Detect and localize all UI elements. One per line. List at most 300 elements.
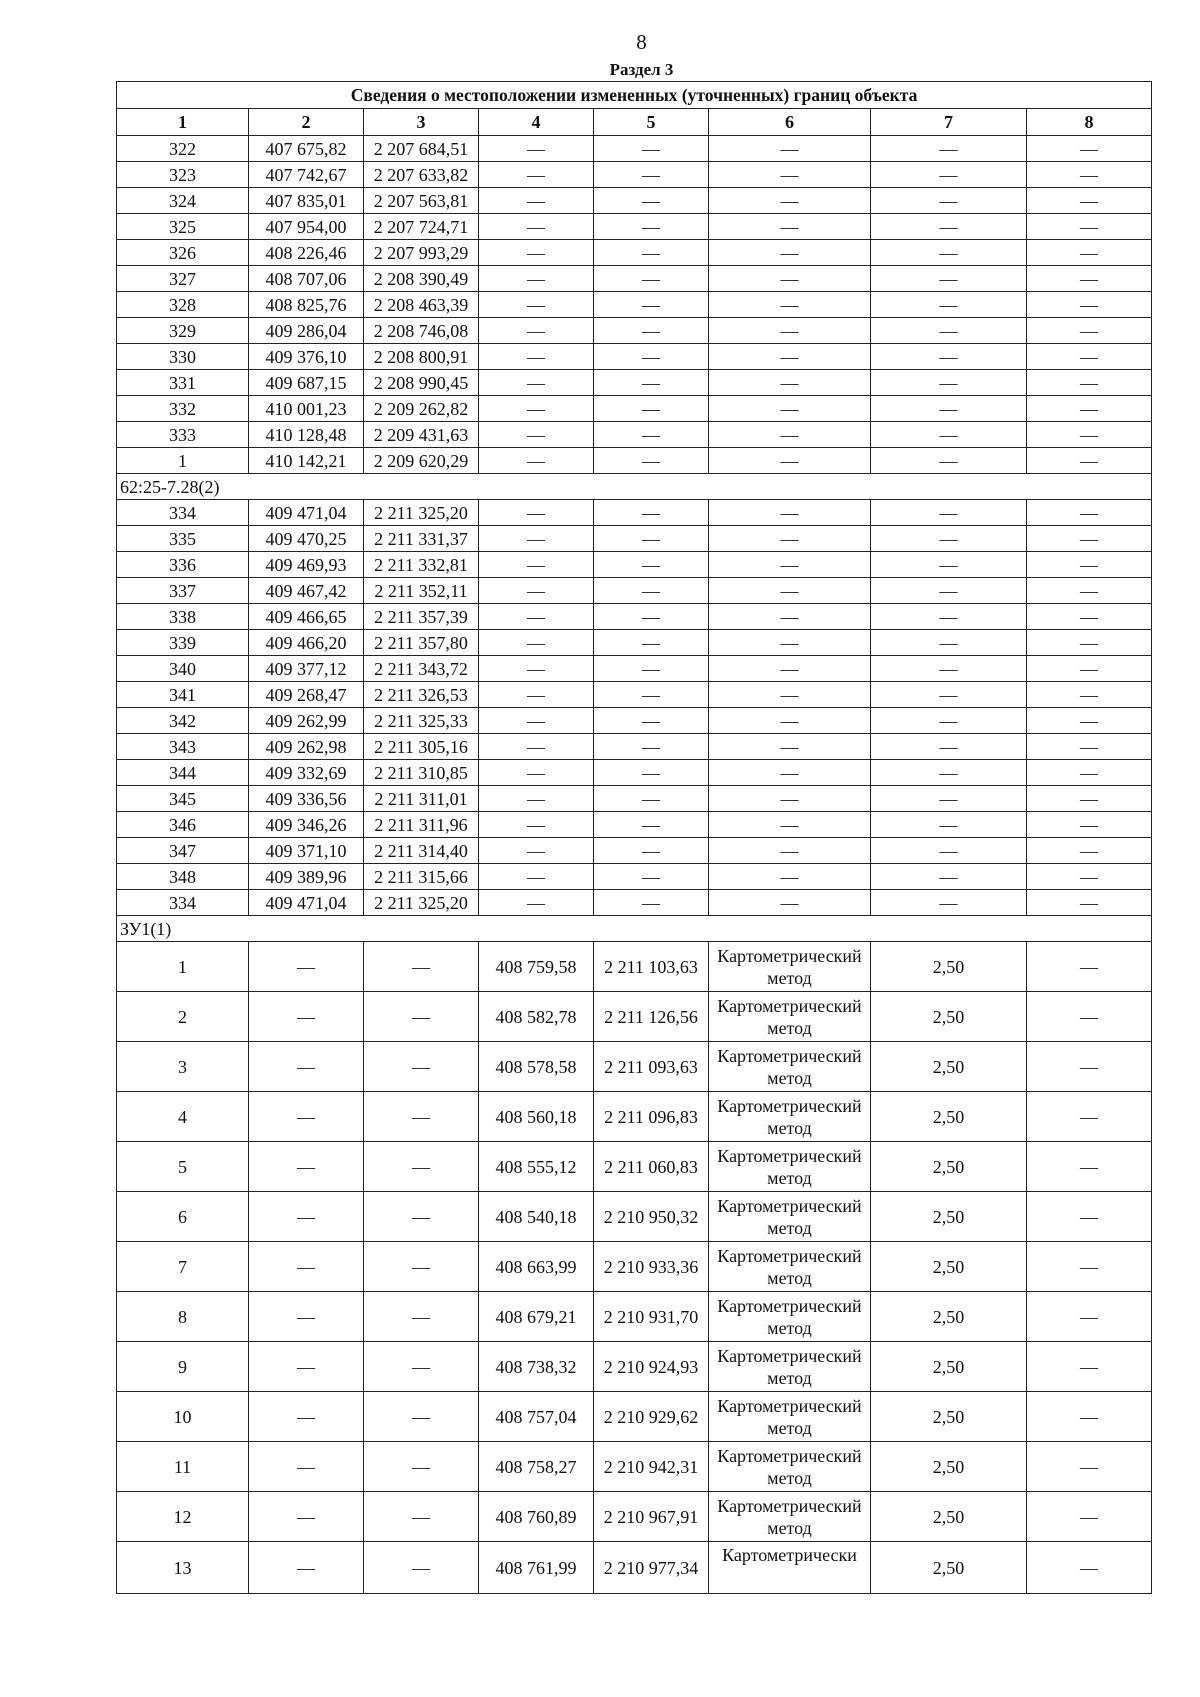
empty-dash: — <box>364 1442 479 1492</box>
table-row <box>117 890 1152 916</box>
empty-dash: — <box>709 864 871 890</box>
table-row <box>117 786 1152 812</box>
empty-dash: — <box>709 578 871 604</box>
empty-dash: — <box>709 708 871 734</box>
empty-dash: — <box>1027 1092 1152 1142</box>
table-row <box>117 1192 1152 1242</box>
empty-dash: — <box>479 890 594 916</box>
empty-dash: — <box>871 578 1027 604</box>
coordinate-y: 2 211 310,85 <box>364 760 479 786</box>
point-number: 13 <box>117 1542 249 1594</box>
empty-dash: — <box>1027 734 1152 760</box>
empty-dash: — <box>249 1442 364 1492</box>
empty-dash: — <box>1027 630 1152 656</box>
table-row <box>117 422 1152 448</box>
empty-dash: — <box>249 1192 364 1242</box>
empty-dash: — <box>479 214 594 240</box>
point-number: 329 <box>117 318 249 344</box>
empty-dash: — <box>709 370 871 396</box>
accuracy-value: 2,50 <box>871 1192 1027 1242</box>
empty-dash: — <box>594 656 709 682</box>
empty-dash: — <box>594 630 709 656</box>
empty-dash: — <box>1027 682 1152 708</box>
empty-dash: — <box>1027 890 1152 916</box>
empty-dash: — <box>871 682 1027 708</box>
empty-dash: — <box>871 708 1027 734</box>
empty-dash: — <box>709 214 871 240</box>
empty-dash: — <box>1027 1542 1152 1594</box>
empty-dash: — <box>479 682 594 708</box>
coordinate-x: 409 466,65 <box>249 604 364 630</box>
method-cell: Картометрический метод <box>709 1242 871 1292</box>
empty-dash: — <box>709 422 871 448</box>
empty-dash: — <box>364 1292 479 1342</box>
empty-dash: — <box>479 396 594 422</box>
empty-dash: — <box>1027 838 1152 864</box>
coordinate-x: 408 707,06 <box>249 266 364 292</box>
table-row <box>117 344 1152 370</box>
empty-dash: — <box>1027 188 1152 214</box>
table-row <box>117 1042 1152 1092</box>
empty-dash: — <box>1027 1142 1152 1192</box>
coordinate-y: 2 210 942,31 <box>594 1442 709 1492</box>
empty-dash: — <box>871 630 1027 656</box>
group-row-62-25 <box>117 474 1152 500</box>
point-number: 322 <box>117 136 249 162</box>
empty-dash: — <box>249 1392 364 1442</box>
point-number: 324 <box>117 188 249 214</box>
method-cell: Картометрический метод <box>709 1042 871 1092</box>
table-row <box>117 526 1152 552</box>
empty-dash: — <box>709 396 871 422</box>
point-number: 330 <box>117 344 249 370</box>
column-number: 3 <box>364 109 479 136</box>
empty-dash: — <box>479 578 594 604</box>
coordinate-x: 408 578,58 <box>479 1042 594 1092</box>
method-cell: Картометрический метод <box>709 1342 871 1392</box>
coordinate-y: 2 211 060,83 <box>594 1142 709 1192</box>
empty-dash: — <box>364 1192 479 1242</box>
page-number: 8 <box>636 30 647 54</box>
coordinate-y: 2 209 431,63 <box>364 422 479 448</box>
accuracy-value: 2,50 <box>871 1542 1027 1594</box>
empty-dash: — <box>709 240 871 266</box>
empty-dash: — <box>871 162 1027 188</box>
point-number: 2 <box>117 992 249 1042</box>
empty-dash: — <box>871 292 1027 318</box>
empty-dash: — <box>594 786 709 812</box>
point-number: 334 <box>117 500 249 526</box>
coordinate-x: 409 286,04 <box>249 318 364 344</box>
table-row <box>117 734 1152 760</box>
point-number: 342 <box>117 708 249 734</box>
empty-dash: — <box>594 240 709 266</box>
empty-dash: — <box>871 864 1027 890</box>
group-row-zu1 <box>117 916 1152 942</box>
table-row <box>117 1242 1152 1292</box>
column-number: 1 <box>117 109 249 136</box>
method-cell: Картометрический метод <box>709 992 871 1042</box>
coordinate-y: 2 210 967,91 <box>594 1492 709 1542</box>
column-number: 6 <box>709 109 871 136</box>
coordinate-x: 408 582,78 <box>479 992 594 1042</box>
point-number: 340 <box>117 656 249 682</box>
empty-dash: — <box>479 526 594 552</box>
table-row <box>117 1492 1152 1542</box>
empty-dash: — <box>594 578 709 604</box>
coordinate-x: 408 758,27 <box>479 1442 594 1492</box>
coordinate-x: 409 262,98 <box>249 734 364 760</box>
empty-dash: — <box>871 786 1027 812</box>
empty-dash: — <box>479 734 594 760</box>
coordinate-y: 2 211 332,81 <box>364 552 479 578</box>
coordinate-y: 2 210 929,62 <box>594 1392 709 1442</box>
empty-dash: — <box>594 344 709 370</box>
point-number: 11 <box>117 1442 249 1492</box>
coordinate-y: 2 211 325,20 <box>364 890 479 916</box>
empty-dash: — <box>1027 448 1152 474</box>
table-row <box>117 864 1152 890</box>
empty-dash: — <box>709 656 871 682</box>
empty-dash: — <box>871 656 1027 682</box>
coordinate-y: 2 211 331,37 <box>364 526 479 552</box>
group-label: 62:25-7.28(2) <box>117 474 1152 500</box>
table-row <box>117 448 1152 474</box>
table-row <box>117 708 1152 734</box>
empty-dash: — <box>1027 318 1152 344</box>
empty-dash: — <box>1027 240 1152 266</box>
empty-dash: — <box>709 734 871 760</box>
table-row <box>117 812 1152 838</box>
empty-dash: — <box>479 812 594 838</box>
empty-dash: — <box>871 734 1027 760</box>
empty-dash: — <box>871 188 1027 214</box>
coordinate-y: 2 209 620,29 <box>364 448 479 474</box>
empty-dash: — <box>594 682 709 708</box>
empty-dash: — <box>479 604 594 630</box>
empty-dash: — <box>871 422 1027 448</box>
empty-dash: — <box>479 370 594 396</box>
empty-dash: — <box>1027 552 1152 578</box>
point-number: 332 <box>117 396 249 422</box>
method-cell: Картометрический метод <box>709 1092 871 1142</box>
point-number: 345 <box>117 786 249 812</box>
table-row <box>117 188 1152 214</box>
empty-dash: — <box>594 448 709 474</box>
empty-dash: — <box>479 656 594 682</box>
coordinates-table <box>116 81 1152 1594</box>
table-row <box>117 370 1152 396</box>
empty-dash: — <box>1027 942 1152 992</box>
empty-dash: — <box>1027 812 1152 838</box>
coordinate-y: 2 211 352,11 <box>364 578 479 604</box>
empty-dash: — <box>1027 1342 1152 1392</box>
empty-dash: — <box>594 422 709 448</box>
point-number: 328 <box>117 292 249 318</box>
empty-dash: — <box>871 136 1027 162</box>
empty-dash: — <box>709 630 871 656</box>
empty-dash: — <box>871 838 1027 864</box>
column-number: 7 <box>871 109 1027 136</box>
table-row <box>117 760 1152 786</box>
empty-dash: — <box>1027 266 1152 292</box>
empty-dash: — <box>1027 526 1152 552</box>
accuracy-value: 2,50 <box>871 992 1027 1042</box>
empty-dash: — <box>871 318 1027 344</box>
point-number: 12 <box>117 1492 249 1542</box>
point-number: 336 <box>117 552 249 578</box>
empty-dash: — <box>871 396 1027 422</box>
empty-dash: — <box>1027 604 1152 630</box>
empty-dash: — <box>594 708 709 734</box>
coordinate-x: 409 346,26 <box>249 812 364 838</box>
table-row <box>117 318 1152 344</box>
empty-dash: — <box>479 292 594 318</box>
empty-dash: — <box>709 344 871 370</box>
column-number: 5 <box>594 109 709 136</box>
empty-dash: — <box>249 1542 364 1594</box>
coordinate-y: 2 207 724,71 <box>364 214 479 240</box>
empty-dash: — <box>1027 708 1152 734</box>
empty-dash: — <box>871 500 1027 526</box>
empty-dash: — <box>1027 422 1152 448</box>
column-number: 8 <box>1027 109 1152 136</box>
method-cell: Картометрический метод <box>709 942 871 992</box>
group-label: ЗУ1(1) <box>117 916 1152 942</box>
coordinate-x: 407 675,82 <box>249 136 364 162</box>
coordinate-x: 409 467,42 <box>249 578 364 604</box>
coordinate-y: 2 211 103,63 <box>594 942 709 992</box>
empty-dash: — <box>594 604 709 630</box>
coordinate-x: 410 142,21 <box>249 448 364 474</box>
table-row <box>117 162 1152 188</box>
coordinate-y: 2 207 993,29 <box>364 240 479 266</box>
accuracy-value: 2,50 <box>871 942 1027 992</box>
coordinate-y: 2 210 924,93 <box>594 1342 709 1392</box>
coordinate-y: 2 211 314,40 <box>364 838 479 864</box>
point-number: 327 <box>117 266 249 292</box>
empty-dash: — <box>1027 1242 1152 1292</box>
table-caption: Сведения о местоположении измененных (уточненных) границ объекта <box>117 82 1152 109</box>
point-number: 323 <box>117 162 249 188</box>
table-row <box>117 630 1152 656</box>
empty-dash: — <box>364 1342 479 1392</box>
table-row <box>117 1092 1152 1142</box>
coordinate-x: 409 371,10 <box>249 838 364 864</box>
table-row <box>117 240 1152 266</box>
coordinate-y: 2 211 096,83 <box>594 1092 709 1142</box>
empty-dash: — <box>871 526 1027 552</box>
empty-dash: — <box>479 838 594 864</box>
table-row <box>117 992 1152 1042</box>
point-number: 334 <box>117 890 249 916</box>
accuracy-value: 2,50 <box>871 1042 1027 1092</box>
empty-dash: — <box>479 864 594 890</box>
empty-dash: — <box>249 1342 364 1392</box>
point-number: 7 <box>117 1242 249 1292</box>
empty-dash: — <box>1027 1292 1152 1342</box>
empty-dash: — <box>249 1492 364 1542</box>
empty-dash: — <box>479 708 594 734</box>
point-number: 10 <box>117 1392 249 1442</box>
table-row <box>117 1142 1152 1192</box>
empty-dash: — <box>1027 370 1152 396</box>
method-cell: Картометрический метод <box>709 1442 871 1492</box>
empty-dash: — <box>479 500 594 526</box>
coordinate-y: 2 211 343,72 <box>364 656 479 682</box>
empty-dash: — <box>364 1542 479 1594</box>
empty-dash: — <box>871 812 1027 838</box>
empty-dash: — <box>871 214 1027 240</box>
coordinate-y: 2 208 390,49 <box>364 266 479 292</box>
empty-dash: — <box>594 162 709 188</box>
empty-dash: — <box>479 448 594 474</box>
table-row <box>117 682 1152 708</box>
accuracy-value: 2,50 <box>871 1092 1027 1142</box>
point-number: 326 <box>117 240 249 266</box>
empty-dash: — <box>479 266 594 292</box>
table-row <box>117 214 1152 240</box>
point-number: 1 <box>117 448 249 474</box>
coordinate-x: 409 336,56 <box>249 786 364 812</box>
empty-dash: — <box>249 992 364 1042</box>
coordinate-y: 2 207 633,82 <box>364 162 479 188</box>
table-row <box>117 266 1152 292</box>
empty-dash: — <box>709 162 871 188</box>
empty-dash: — <box>479 136 594 162</box>
coordinate-y: 2 211 315,66 <box>364 864 479 890</box>
empty-dash: — <box>709 682 871 708</box>
empty-dash: — <box>871 604 1027 630</box>
method-cell: Картометрический метод <box>709 1292 871 1342</box>
coordinate-x: 408 760,89 <box>479 1492 594 1542</box>
column-number: 4 <box>479 109 594 136</box>
empty-dash: — <box>594 500 709 526</box>
coordinate-x: 408 560,18 <box>479 1092 594 1142</box>
coordinate-x: 409 332,69 <box>249 760 364 786</box>
empty-dash: — <box>1027 578 1152 604</box>
table-row <box>117 1292 1152 1342</box>
point-number: 341 <box>117 682 249 708</box>
method-cell: Картометрически <box>709 1542 871 1594</box>
empty-dash: — <box>1027 864 1152 890</box>
empty-dash: — <box>709 136 871 162</box>
table-row <box>117 838 1152 864</box>
coordinate-x: 409 389,96 <box>249 864 364 890</box>
empty-dash: — <box>594 188 709 214</box>
empty-dash: — <box>709 812 871 838</box>
coordinate-y: 2 211 093,63 <box>594 1042 709 1092</box>
empty-dash: — <box>709 292 871 318</box>
point-number: 339 <box>117 630 249 656</box>
empty-dash: — <box>1027 1392 1152 1442</box>
table-row <box>117 1392 1152 1442</box>
empty-dash: — <box>479 760 594 786</box>
empty-dash: — <box>594 292 709 318</box>
accuracy-value: 2,50 <box>871 1392 1027 1442</box>
method-cell: Картометрический метод <box>709 1142 871 1192</box>
coordinate-y: 2 210 950,32 <box>594 1192 709 1242</box>
table-row <box>117 578 1152 604</box>
coordinate-x: 409 470,25 <box>249 526 364 552</box>
empty-dash: — <box>871 552 1027 578</box>
empty-dash: — <box>249 1292 364 1342</box>
empty-dash: — <box>1027 1192 1152 1242</box>
coordinate-x: 408 761,99 <box>479 1542 594 1594</box>
coordinate-x: 408 679,21 <box>479 1292 594 1342</box>
coordinate-y: 2 210 931,70 <box>594 1292 709 1342</box>
table-row <box>117 942 1152 992</box>
empty-dash: — <box>1027 344 1152 370</box>
coordinate-x: 408 825,76 <box>249 292 364 318</box>
accuracy-value: 2,50 <box>871 1242 1027 1292</box>
empty-dash: — <box>709 786 871 812</box>
coordinate-x: 409 471,04 <box>249 500 364 526</box>
empty-dash: — <box>1027 214 1152 240</box>
coordinate-x: 409 376,10 <box>249 344 364 370</box>
empty-dash: — <box>1027 1492 1152 1542</box>
empty-dash: — <box>709 552 871 578</box>
empty-dash: — <box>364 1042 479 1092</box>
coordinate-x: 409 262,99 <box>249 708 364 734</box>
coordinate-x: 409 377,12 <box>249 656 364 682</box>
empty-dash: — <box>871 370 1027 396</box>
empty-dash: — <box>364 1142 479 1192</box>
coordinate-x: 407 742,67 <box>249 162 364 188</box>
coordinate-x: 408 555,12 <box>479 1142 594 1192</box>
coordinate-y: 2 207 563,81 <box>364 188 479 214</box>
point-number: 331 <box>117 370 249 396</box>
empty-dash: — <box>594 864 709 890</box>
table-body <box>117 136 1152 1594</box>
empty-dash: — <box>594 838 709 864</box>
coordinate-y: 2 207 684,51 <box>364 136 479 162</box>
coordinate-x: 409 268,47 <box>249 682 364 708</box>
table-row <box>117 604 1152 630</box>
empty-dash: — <box>249 1242 364 1292</box>
empty-dash: — <box>871 760 1027 786</box>
accuracy-value: 2,50 <box>871 1342 1027 1392</box>
empty-dash: — <box>1027 396 1152 422</box>
empty-dash: — <box>364 1242 479 1292</box>
coordinate-x: 408 738,32 <box>479 1342 594 1392</box>
empty-dash: — <box>479 162 594 188</box>
empty-dash: — <box>1027 1442 1152 1492</box>
empty-dash: — <box>594 136 709 162</box>
coordinate-y: 2 211 325,20 <box>364 500 479 526</box>
table-row <box>117 292 1152 318</box>
empty-dash: — <box>249 1092 364 1142</box>
empty-dash: — <box>594 890 709 916</box>
empty-dash: — <box>479 344 594 370</box>
coordinate-x: 409 469,93 <box>249 552 364 578</box>
empty-dash: — <box>594 812 709 838</box>
point-number: 8 <box>117 1292 249 1342</box>
table-row <box>117 500 1152 526</box>
accuracy-value: 2,50 <box>871 1142 1027 1192</box>
accuracy-value: 2,50 <box>871 1442 1027 1492</box>
point-number: 347 <box>117 838 249 864</box>
column-number: 2 <box>249 109 364 136</box>
coordinate-y: 2 211 311,96 <box>364 812 479 838</box>
point-number: 344 <box>117 760 249 786</box>
coordinate-y: 2 208 746,08 <box>364 318 479 344</box>
empty-dash: — <box>709 500 871 526</box>
coordinate-y: 2 211 126,56 <box>594 992 709 1042</box>
coordinate-x: 410 128,48 <box>249 422 364 448</box>
empty-dash: — <box>594 370 709 396</box>
empty-dash: — <box>249 942 364 992</box>
